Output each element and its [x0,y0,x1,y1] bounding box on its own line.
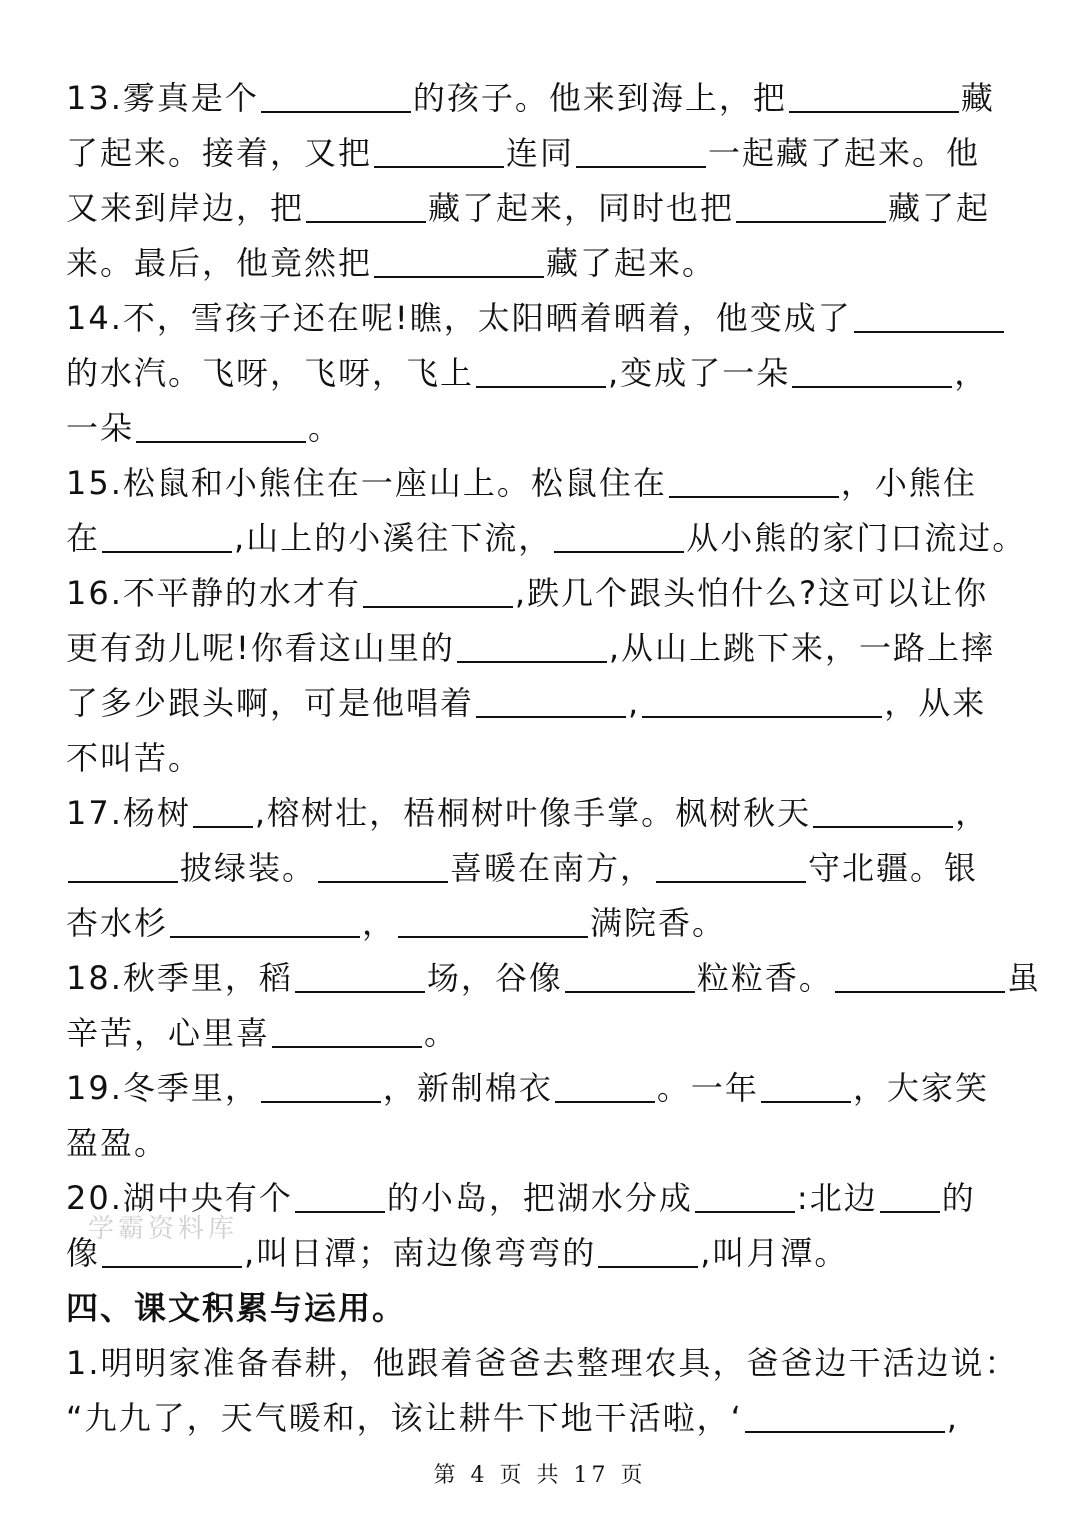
fill-blank[interactable] [554,519,684,553]
fill-blank[interactable] [398,904,588,938]
q13-line-4 [66,243,716,283]
fill-blank[interactable] [789,79,959,113]
fill-blank[interactable] [295,959,425,993]
fill-blank[interactable] [695,1179,795,1213]
text-segment: 藏了起来。 [546,244,717,282]
q14-line-3 [66,408,342,448]
fill-blank[interactable] [854,299,1004,333]
q19-line-1 [66,1068,989,1108]
text-segment: ， [954,354,989,392]
fill-blank[interactable] [170,904,360,938]
text-segment: ,榕树壮，梧桐树叶像手掌。枫树秋天 [254,794,812,832]
text-segment: ，大家笑 [852,1069,989,1107]
s4-q1-line-1 [66,1343,1019,1383]
q14-line-2 [66,353,988,393]
fill-blank[interactable] [102,519,232,553]
q17-line-3 [66,903,726,943]
text-segment: 喜暖在南方， [450,849,655,887]
fill-blank[interactable] [792,354,952,388]
fill-blank[interactable] [761,1069,851,1103]
text-segment: 又来到岸边，把 [66,189,305,227]
text-segment: ，小熊住 [840,464,977,502]
fill-blank[interactable] [476,354,606,388]
fill-blank[interactable] [669,464,839,498]
text-segment: 一朵 [66,409,135,447]
q15-line-2 [66,518,1026,558]
q13-line-1 [66,78,995,118]
fill-blank[interactable] [136,409,306,443]
fill-blank[interactable] [261,1069,381,1103]
q18-line-2 [66,1013,458,1053]
section-heading [66,1288,406,1328]
text-segment: 14.不，雪孩子还在呢!瞧，太阳晒着晒着，他变成了 [66,299,852,337]
text-segment: 场，谷像 [426,959,563,997]
q17-line-2 [66,848,978,888]
text-segment: 16.不平静的水才有 [66,574,361,612]
q16-line-3 [66,683,986,723]
text-segment: , [946,1399,959,1437]
fill-blank[interactable] [272,1014,422,1048]
text-segment: 的 [941,1179,976,1217]
text-segment: 四、课文积累与运用。 [66,1289,407,1327]
text-segment: 19.冬季里， [66,1069,259,1107]
text-segment: 来。最后，他竟然把 [66,244,373,282]
text-segment: ,叫月潭。 [700,1234,849,1272]
q13-line-2 [66,133,980,173]
text-segment: 20.湖中央有个 [66,1179,293,1217]
text-segment: 了多少跟头啊，可是他唱着 [66,684,475,722]
text-segment: ,跌几个跟头怕什么?这可以让你 [514,574,989,612]
page-footer: 第 4 页 共 17 页 [433,1463,647,1488]
fill-blank[interactable] [363,574,513,608]
fill-blank[interactable] [306,189,426,223]
text-segment: ,叫日潭；南边像弯弯的 [244,1234,597,1272]
fill-blank[interactable] [318,849,448,883]
text-segment: ，从来 [884,684,987,722]
text-segment: 。 [308,409,343,447]
fill-blank[interactable] [880,1179,940,1213]
q14-line-1 [66,298,1006,338]
text-segment: 披绿装。 [180,849,317,887]
text-segment: 满院香。 [590,904,727,942]
text-segment: 不叫苦。 [66,739,203,777]
s4-q1-line-2 [66,1398,959,1438]
fill-blank[interactable] [193,794,253,828]
text-segment: 辛苦，心里喜 [66,1014,271,1052]
text-segment: 从小熊的家门口流过。 [686,519,1027,557]
text-segment: 藏了起 [888,189,991,227]
fill-blank[interactable] [261,79,411,113]
fill-blank[interactable] [576,134,706,168]
text-segment: 一起藏了起来。他 [708,134,981,172]
text-segment: 更有劲儿呢!你看这山里的 [66,629,455,667]
text-segment: 粒粒香。 [696,959,833,997]
text-segment: , [628,684,641,722]
text-segment: 15.松鼠和小熊住在一座山上。松鼠住在 [66,464,667,502]
text-segment: ,从山上跳下来，一路上摔 [608,629,996,667]
q16-line-4 [66,738,202,778]
q19-line-2 [66,1123,168,1163]
q17-line-1 [66,793,989,833]
text-segment: ，新制棉衣 [382,1069,553,1107]
fill-blank[interactable] [598,1234,698,1268]
text-segment: :北边 [796,1179,878,1217]
text-segment: 了起来。接着，又把 [66,134,373,172]
text-segment: 守北疆。银 [808,849,979,887]
fill-blank[interactable] [476,684,626,718]
text-segment: “九九了，天气暖和，该让耕牛下地干活啦，‘ [66,1399,743,1437]
text-segment: 17.杨树 [66,794,191,832]
text-segment: 。 [424,1014,459,1052]
text-segment: 盈盈。 [66,1124,169,1162]
text-segment: 连同 [506,134,575,172]
text-segment: 的小岛，把湖水分成 [386,1179,693,1217]
fill-blank[interactable] [555,1069,655,1103]
fill-blank[interactable] [736,189,886,223]
fill-blank[interactable] [813,794,953,828]
q16-line-1 [66,573,988,613]
text-segment: 杏水杉 [66,904,169,942]
fill-blank[interactable] [565,959,695,993]
fill-blank[interactable] [457,629,607,663]
q16-line-2 [66,628,995,668]
text-segment: ， [955,794,990,832]
fill-blank[interactable] [745,1399,945,1433]
q18-line-1 [66,958,1041,998]
text-segment: 18.秋季里，稻 [66,959,293,997]
text-segment: ， [362,904,397,942]
text-segment: 。一年 [656,1069,759,1107]
fill-blank[interactable] [835,959,1005,993]
q13-line-3 [66,188,990,228]
text-segment: 的水汽。飞呀，飞呀，飞上 [66,354,475,392]
fill-blank[interactable] [642,684,882,718]
text-segment: 1.明明家准备春耕，他跟着爸爸去整理农具，爸爸边干活边说： [66,1344,1019,1382]
fill-blank[interactable] [374,244,544,278]
text-segment: 虽 [1006,959,1041,997]
text-segment: 的孩子。他来到海上，把 [412,79,787,117]
fill-blank[interactable] [295,1179,385,1213]
text-segment: 13.雾真是个 [66,79,259,117]
fill-blank[interactable] [68,849,178,883]
text-segment: 在 [66,519,101,557]
q15-line-1 [66,463,977,503]
text-segment: 藏 [960,79,995,117]
watermark-text: 学霸资料库 [88,1214,239,1244]
text-segment: ,变成了一朵 [608,354,791,392]
text-segment: 藏了起来，同时也把 [428,189,735,227]
fill-blank[interactable] [656,849,806,883]
text-segment: ,山上的小溪往下流， [234,519,553,557]
fill-blank[interactable] [374,134,504,168]
text-segment: 像 [66,1234,101,1272]
